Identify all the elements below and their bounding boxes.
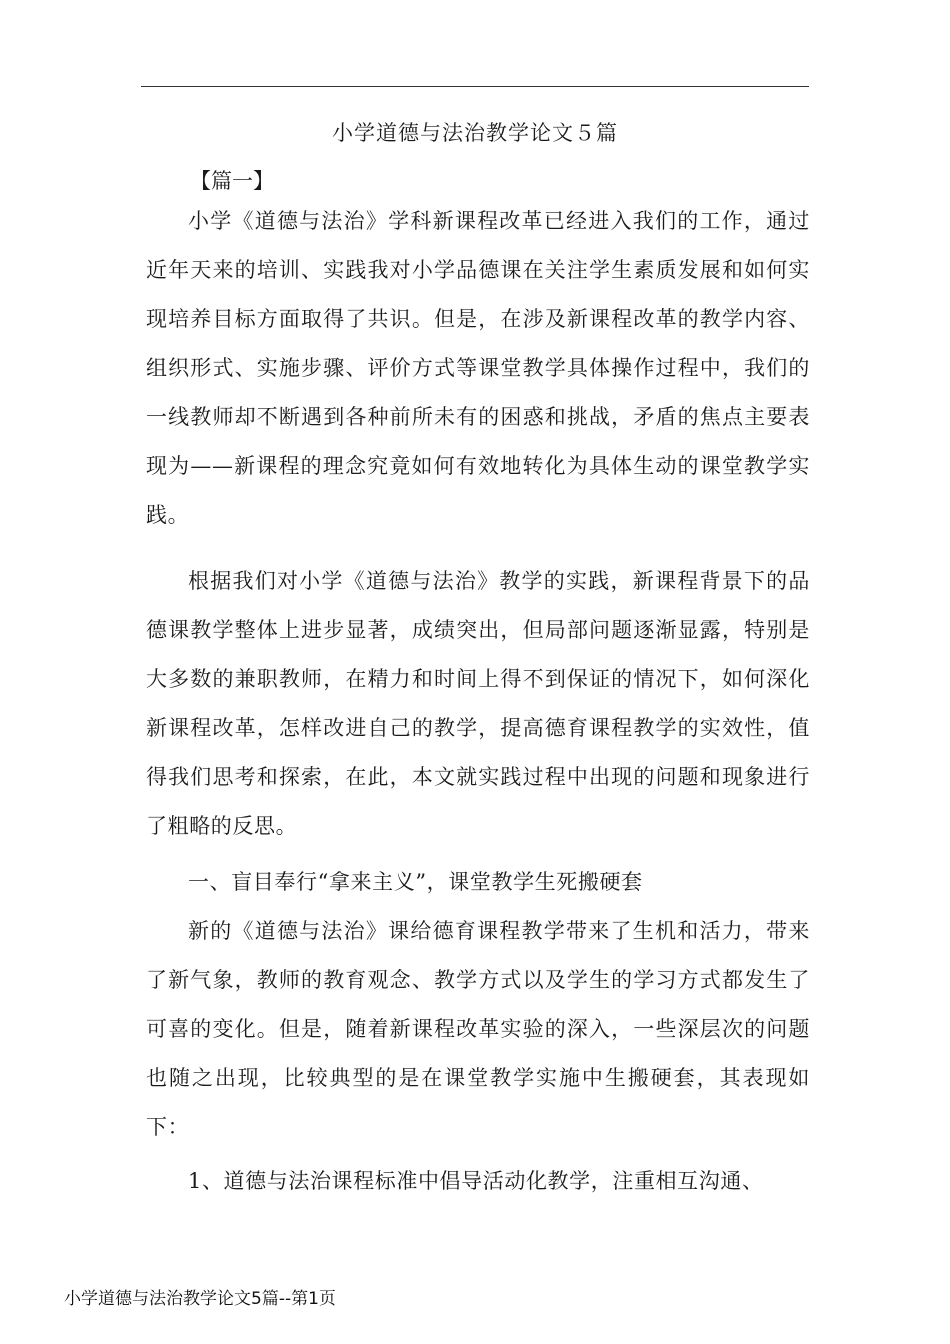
header-rule (141, 86, 809, 87)
document-title: 小学道德与法治教学论文５篇 (332, 121, 618, 145)
body-text-3 (146, 858, 810, 907)
paragraph-1: 小学《道德与法治》学科新课程改革已经进入我们的工作，通过近年天来的培训、实践我对小学品德课在关注学生素质发展和如何实现培养目标方面取得了共识。但是，在涉及新课程改革的教学内容、组织形式、实施步骤、评价方式等课堂教学具体操作过程中，我们的一线教师却不断遇到各种前所未有的困惑和挑战，矛盾的焦点主要表现为——新课程的理念究竟如何有效地转化为具体生动的课堂教学实践。 (146, 209, 810, 527)
body-text-2 (146, 557, 810, 851)
body-text (146, 197, 810, 540)
page-footer: 小学道德与法治教学论文5篇--第1页 (64, 1289, 336, 1309)
paragraph-4: 1、道德与法治课程标准中倡导活动化教学，注重相互沟通、 (188, 1169, 764, 1193)
subheading-1: 一、盲目奉行“拿来主义”，课堂教学生死搬硬套 (188, 870, 643, 894)
body-text-4 (146, 907, 810, 1152)
body-text-5 (146, 1157, 810, 1206)
section-heading: 【篇一】 (190, 169, 274, 193)
paragraph-2: 根据我们对小学《道德与法治》教学的实践，新课程背景下的品德课教学整体上进步显著，成绩突出，但局部问题逐渐显露，特别是大多数的兼职教师，在精力和时间上得不到保证的情况下，如何深化新课程改革，怎样改进自己的教学，提高德育课程教学的实效性，值得我们思考和探索，在此，本文就实践过程中出现的问题和现象进行了粗略的反思。 (146, 569, 810, 838)
paragraph-3: 新的《道德与法治》课给德育课程教学带来了生机和活力，带来了新气象，教师的教育观念、教学方式以及学生的学习方式都发生了可喜的变化。但是，随着新课程改革实验的深入，一些深层次的问题也随之出现，比较典型的是在课堂教学实施中生搬硬套，其表现如下： (146, 919, 810, 1139)
